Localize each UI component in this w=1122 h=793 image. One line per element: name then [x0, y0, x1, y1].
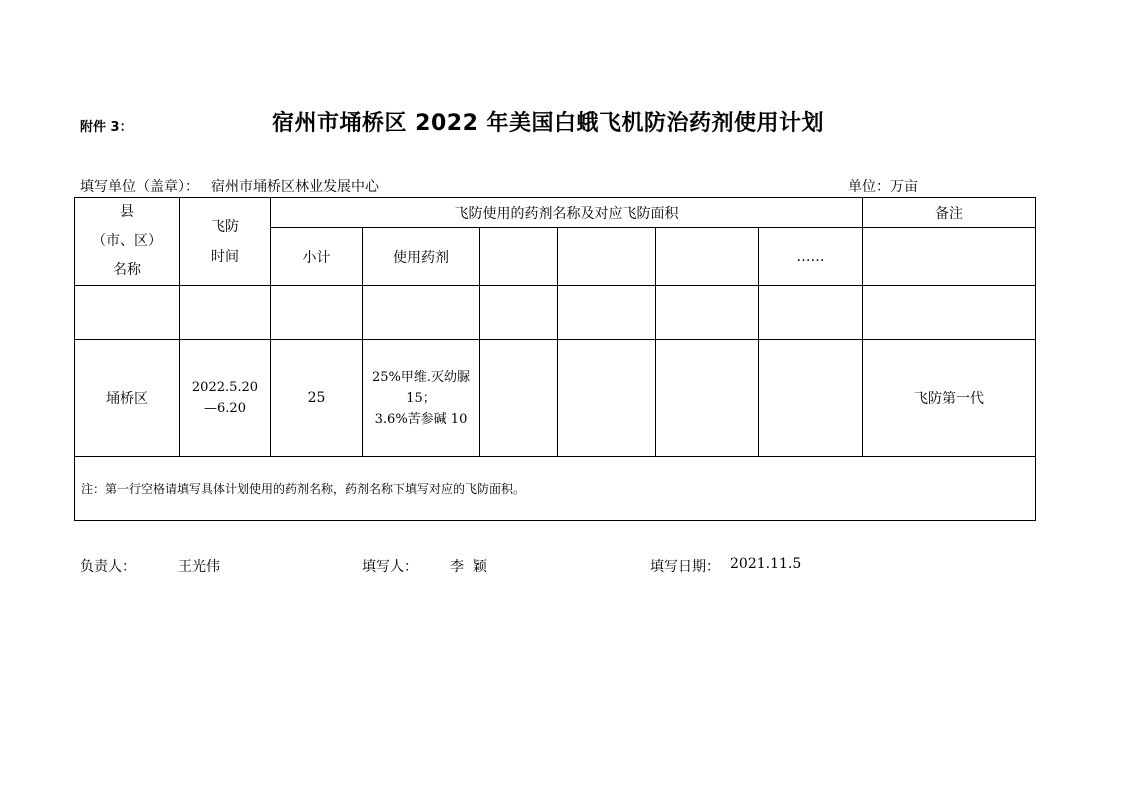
pesticide-cell	[363, 340, 480, 457]
empty-cell	[271, 286, 363, 340]
filler-name: 李 颖	[450, 559, 487, 575]
fill-unit-line	[80, 176, 379, 196]
attachment-label: 附件 3：	[80, 120, 133, 135]
header-row-1	[75, 198, 1036, 228]
empty-cell	[863, 286, 1036, 340]
subtotal-cell: 25	[271, 340, 363, 457]
pesticide-group-header: 飞防使用的药剂名称及对应飞防面积	[271, 198, 863, 228]
county-cell: 埇桥区	[75, 340, 180, 457]
pesticide-cell-line3: 3.6%苦参碱 10	[374, 411, 468, 427]
blank-header-cell	[480, 228, 558, 286]
empty-cell	[656, 286, 759, 340]
time-cell	[180, 340, 271, 457]
empty-cell	[558, 340, 656, 457]
note-row	[75, 457, 1036, 521]
remarks-header: 备注	[863, 198, 1036, 228]
empty-cell	[480, 286, 558, 340]
pesticide-used-header: 使用药剂	[363, 228, 480, 286]
time-cell-line2: —6.20	[204, 401, 246, 416]
fill-unit-value: 宿州市埇桥区林业发展中心	[211, 179, 379, 195]
county-header-line3: 名称	[113, 262, 141, 278]
empty-cell	[480, 340, 558, 457]
date-label: 填写日期：	[650, 559, 720, 575]
empty-cell	[759, 286, 863, 340]
time-header	[180, 198, 271, 286]
filler-label: 填写人：	[362, 559, 418, 575]
date-value: 2021.11.5	[730, 556, 802, 572]
time-cell-line1: 2022.5.20	[191, 380, 259, 395]
data-row	[75, 340, 1036, 457]
county-header-line2: （市、区）	[92, 233, 162, 249]
time-header-line1: 飞防	[211, 218, 239, 235]
blank-header-cell	[558, 228, 656, 286]
fill-unit-label: 填写单位（盖章）：	[80, 179, 199, 195]
subtotal-header: 小计	[271, 228, 363, 286]
empty-row	[75, 286, 1036, 340]
responsible-name: 王光伟	[178, 559, 220, 575]
empty-cell	[558, 286, 656, 340]
time-header-line2: 时间	[211, 248, 239, 265]
remark-cell: 飞防第一代	[863, 340, 1036, 457]
county-header	[75, 198, 180, 286]
county-header-line1: 县	[120, 204, 134, 220]
pesticide-cell-line2: 15；	[406, 390, 436, 406]
unit-label: 单位：万亩	[848, 179, 918, 195]
empty-cell	[75, 286, 180, 340]
note-cell: 注：第一行空格请填写具体计划使用的药剂名称，药剂名称下填写对应的飞防面积。	[75, 457, 1036, 521]
page-title: 宿州市埇桥区 2022 年美国白蛾飞机防治药剂使用计划	[272, 111, 825, 136]
ellipsis-header: ……	[759, 228, 863, 286]
blank-header-cell	[656, 228, 759, 286]
empty-cell	[656, 340, 759, 457]
plan-table	[74, 197, 1036, 521]
blank-header-cell	[863, 228, 1036, 286]
pesticide-cell-line1: 25%甲维.灭幼脲	[371, 369, 471, 385]
empty-cell	[363, 286, 480, 340]
empty-cell	[759, 340, 863, 457]
empty-cell	[180, 286, 271, 340]
responsible-label: 负责人：	[80, 559, 136, 575]
